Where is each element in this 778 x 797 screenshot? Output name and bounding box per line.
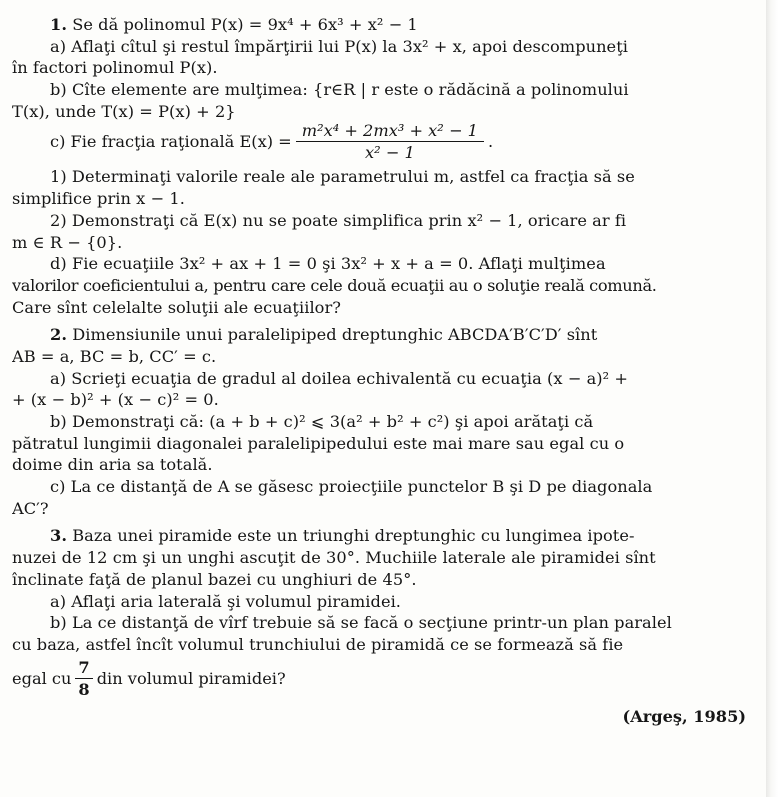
problem-2b-line-3: doime din aria sa totală.	[12, 455, 213, 475]
problem-2b-line-2: pătratul lungimii diagonalei paralelipipedului este mai mare sau egal cu o	[12, 433, 625, 453]
page-edge	[766, 0, 778, 797]
fraction-denominator: 8	[78, 680, 90, 700]
problem-1-statement	[12, 14, 756, 36]
problem-1c1-line-1: 1) Determinaţi valorile reale ale parametrului m, astfel ca fracţia să se	[50, 167, 635, 187]
seven-eighths-fraction	[75, 658, 92, 699]
problem-1d-line-1: d) Fie ecuaţiile 3x² + ax + 1 = 0 şi 3x² + x + a = 0. Aflaţi mulţimea	[50, 254, 606, 274]
problem-1a-line-1: a) Aflaţi cîtul şi restul împărţirii lui P(x) la 3x² + x, apoi descompuneţi	[50, 36, 628, 56]
rational-fraction-E	[296, 121, 484, 162]
problem-1d-line-2: valorilor coeficientului a, pentru care cele două ecuaţii au o soluţie reală comună.	[12, 275, 657, 295]
problem-2-line-2: AB = a, BC = b, CC′ = c.	[12, 346, 217, 366]
problem-3-text: Baza unei piramide este un triunghi dreptunghic cu lungimea ipote-	[72, 526, 635, 546]
problem-1-text: Se dă polinomul P(x) = 9x⁴ + 6x³ + x² − 1	[72, 15, 418, 34]
problem-1b-line-1: b) Cîte elemente are mulţimea: {r∈R | r este o rădăcină a polinomului	[50, 80, 629, 100]
problem-3a-line: a) Aflaţi aria laterală şi volumul piramidei.	[50, 591, 401, 611]
fraction-numerator: 7	[75, 658, 92, 679]
problem-1c2-line-1: 2) Demonstraţi că E(x) nu se poate simplifica prin x² − 1, oricare ar fi	[50, 210, 627, 230]
problem-3b-suffix: din volumul piramidei?	[96, 669, 286, 689]
problem-2-text: Dimensiunile unui paralelipiped dreptunghic ABCDA′B′C′D′ sînt	[72, 325, 598, 345]
problem-3-line-3: înclinate faţă de planul bazei cu unghiuri de 45°.	[12, 569, 417, 589]
source-citation: (Argeş, 1985)	[622, 706, 746, 726]
problem-3b-prefix: egal cu	[12, 669, 72, 689]
problem-2c-line-2: AC′?	[12, 498, 49, 518]
problem-3-line-1	[12, 525, 756, 547]
problem-1c-prefix: c) Fie fracţia raţională E(x) =	[50, 131, 292, 151]
problem-3-number: 3.	[50, 526, 67, 546]
problem-1c-suffix: .	[487, 131, 494, 151]
problem-2a-line-1: a) Scrieţi ecuaţia de gradul al doilea echivalentă cu ecuaţia (x − a)² +	[50, 368, 628, 388]
problem-1d-line-3: Care sînt celelalte soluţii ale ecuaţiilor?	[12, 297, 341, 317]
problem-2c-line-1: c) La ce distanţă de A se găsesc proiecţiile punctelor B şi D pe diagonala	[50, 477, 653, 497]
problem-2a-line-2: + (x − b)² + (x − c)² = 0.	[12, 390, 219, 410]
problem-1a-line-2: în factori polinomul P(x).	[12, 58, 218, 78]
fraction-numerator: m²x⁴ + 2mx³ + x² − 1	[296, 121, 484, 142]
problem-1-number: 1.	[50, 15, 67, 34]
problem-2b-line-1: b) Demonstraţi că: (a + b + c)² ⩽ 3(a² + b² + c²) şi apoi arătaţi că	[50, 412, 594, 431]
problem-1c-fraction-line	[12, 122, 756, 160]
problem-1c1-line-2: simplifice prin x − 1.	[12, 189, 185, 209]
problem-2-number: 2.	[50, 325, 67, 345]
problem-2-line-1	[12, 324, 756, 346]
problem-1b-line-2: T(x), unde T(x) = P(x) + 2}	[12, 101, 236, 121]
problem-3b-line-2: cu baza, astfel încît volumul trunchiului de piramidă ce se formează să fie	[12, 634, 624, 654]
problem-3-line-2: nuzei de 12 cm şi un unghi ascuţit de 30°. Muchiile laterale ale piramidei sînt	[12, 548, 656, 568]
problem-3b-line-1: b) La ce distanţă de vîrf trebuie să se facă o secţiune printr-un plan paralel	[50, 613, 672, 633]
problem-1c2-line-2: m ∈ R − {0}.	[12, 232, 123, 252]
fraction-denominator: x² − 1	[364, 142, 415, 162]
problem-3b-fraction-line	[12, 656, 756, 702]
